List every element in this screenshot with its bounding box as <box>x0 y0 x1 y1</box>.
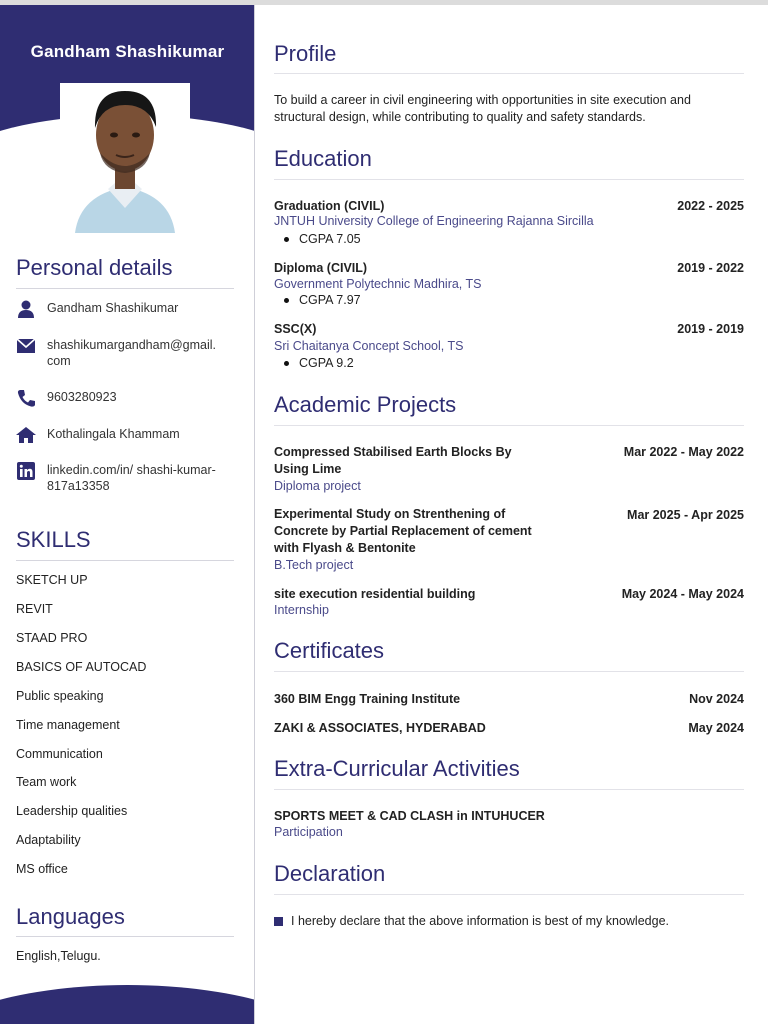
bullet-icon <box>284 361 289 366</box>
divider <box>274 671 744 672</box>
contact-phone-text[interactable]: 9603280923 <box>47 390 117 404</box>
person-photo-icon <box>60 83 190 233</box>
divider <box>274 179 744 180</box>
project-type: Internship <box>274 603 329 617</box>
project-name: Experimental Study on Strenthening of Concrete by Partial Replacement of cement with Flyash & Bentonite <box>274 507 532 555</box>
education-detail <box>284 356 354 370</box>
contact-linkedin[interactable] <box>16 462 241 494</box>
project-name: Compressed Stabilised Earth Blocks By Using Lime <box>274 445 512 476</box>
education-school: Sri Chaitanya Concept School, TS <box>274 339 464 353</box>
education-degree: Diploma (CIVIL) <box>274 261 368 275</box>
profile-photo <box>60 83 190 233</box>
project-name: site execution residential building <box>274 587 476 601</box>
education-dates: 2022 - 2025 <box>677 199 744 213</box>
divider <box>274 425 744 426</box>
projects-heading: Academic Projects <box>274 392 457 417</box>
education-detail <box>284 293 361 307</box>
sidebar <box>0 5 255 1024</box>
contact-name <box>16 300 241 318</box>
divider <box>274 73 744 74</box>
skill-item: BASICS OF AUTOCAD <box>16 660 147 674</box>
skill-item: Time management <box>16 718 120 732</box>
candidate-name: Gandham Shashikumar <box>30 42 225 61</box>
activity-name: SPORTS MEET & CAD CLASH in INTUHUCER <box>274 809 545 823</box>
education-detail-text: CGPA 7.05 <box>299 232 361 246</box>
contact-name-text: Gandham Shashikumar <box>47 301 179 315</box>
education-dates: 2019 - 2019 <box>677 322 744 336</box>
project-type: B.Tech project <box>274 558 354 572</box>
skill-item: Team work <box>16 775 77 789</box>
education-degree: SSC(X) <box>274 322 317 336</box>
skills-heading: SKILLS <box>16 527 91 552</box>
contact-phone[interactable] <box>16 389 241 407</box>
certificate-name: ZAKI & ASSOCIATES, HYDERABAD <box>274 721 486 735</box>
divider <box>16 936 234 937</box>
education-school: JNTUH University College of Engineering Rajanna Sircilla <box>274 214 594 228</box>
project-dates: Mar 2025 - Apr 2025 <box>627 508 744 522</box>
languages-text: English,Telugu. <box>16 949 101 963</box>
skill-item: Leadership qualities <box>16 804 128 818</box>
phone-icon <box>16 389 36 407</box>
education-detail <box>284 232 361 246</box>
home-icon <box>16 426 36 444</box>
skill-item: Communication <box>16 747 103 761</box>
certificates-heading: Certificates <box>274 638 385 663</box>
bullet-icon <box>284 298 289 303</box>
user-icon <box>16 300 36 318</box>
contact-address <box>16 426 241 444</box>
skill-item: STAAD PRO <box>16 631 88 645</box>
contact-linkedin-text[interactable]: linkedin.com/in/ shashi-kumar- 817a13358 <box>47 463 216 493</box>
contact-email-text[interactable]: shashikumargandham@gmail. com <box>47 338 217 368</box>
education-heading: Education <box>274 146 372 171</box>
contact-address-text: Kothalingala Khammam <box>47 427 180 441</box>
education-detail-text: CGPA 7.97 <box>299 293 361 307</box>
declaration-text: I hereby declare that the above information is best of my knowledge. <box>291 914 669 928</box>
project-type: Diploma project <box>274 479 361 493</box>
skill-item: Adaptability <box>16 833 81 847</box>
certificate-date: May 2024 <box>688 721 744 735</box>
education-dates: 2019 - 2022 <box>677 261 744 275</box>
education-detail-text: CGPA 9.2 <box>299 356 354 370</box>
certificate-name: 360 BIM Engg Training Institute <box>274 692 461 706</box>
divider <box>274 789 744 790</box>
personal-details-heading: Personal details <box>16 255 173 280</box>
bullet-icon <box>284 237 289 242</box>
project-dates: Mar 2022 - May 2022 <box>623 445 744 459</box>
skill-item: SKETCH UP <box>16 573 88 587</box>
extracurricular-heading: Extra-Curricular Activities <box>274 756 520 781</box>
skill-item: REVIT <box>16 602 53 616</box>
profile-heading: Profile <box>274 41 337 66</box>
contact-email[interactable] <box>16 337 241 369</box>
profile-text: To build a career in civil engineering with opportunities in site execution and structural design, while contributing to quality and safety standards. <box>274 93 691 124</box>
divider <box>274 894 744 895</box>
education-degree: Graduation (CIVIL) <box>274 199 385 213</box>
skill-item: Public speaking <box>16 689 104 703</box>
education-school: Government Polytechnic Madhira, TS <box>274 277 482 291</box>
activity-role: Participation <box>274 825 343 839</box>
languages-heading: Languages <box>16 904 125 929</box>
declaration-statement <box>274 914 669 928</box>
divider <box>16 288 234 289</box>
divider <box>16 560 234 561</box>
declaration-heading: Declaration <box>274 861 386 886</box>
email-icon <box>16 337 36 355</box>
sidebar-footer-band <box>0 985 255 1024</box>
square-bullet-icon <box>274 917 283 926</box>
project-dates: May 2024 - May 2024 <box>621 587 744 601</box>
certificate-date: Nov 2024 <box>689 692 744 706</box>
skill-item: MS office <box>16 862 68 876</box>
linkedin-icon <box>16 462 36 480</box>
